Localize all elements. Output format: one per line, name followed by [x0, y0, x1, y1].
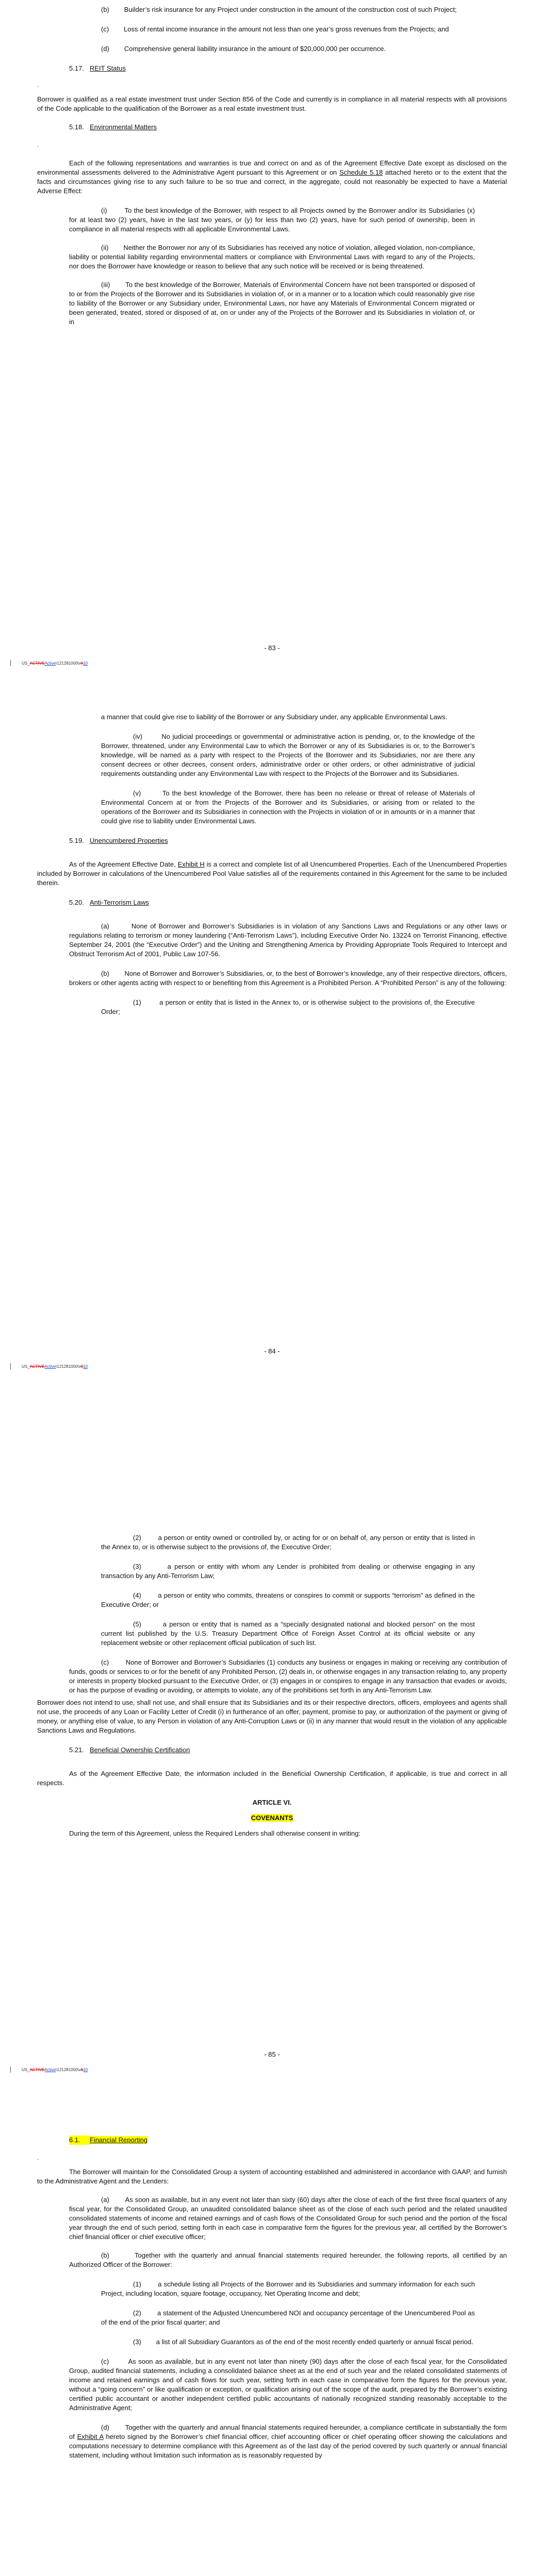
prohibited-person-2: (2) a person or entity owned or controlled by, or acting for or on behalf of, any person or entity that is listed in the Annex to, or is otherwise subject to the provisions of, the Executive Order;: [101, 1534, 475, 1551]
page-86-content: [37, 2136, 507, 2460]
env-item-iii-continued: a manner that could give rise to liability of the Borrower or any Subsidiary under, any applicable Environmental Laws.: [101, 713, 448, 721]
page-83: [0, 0, 544, 703]
section-title: Environmental Matters: [90, 123, 157, 131]
reporting-d: [37, 2423, 507, 2460]
page-number: - 85 -: [264, 2050, 280, 2058]
env-item-ii: (ii) Neither the Borrower nor any of its Subsidiaries has received any notice of violation, alleged violation, non-compliance, liability or potential liability regarding environmental matters or compliance with Environmental Laws with regard to any of the Projects, nor does the Borrower have knowledge or reason to believe that any such notice will be received or is being threatened.: [69, 244, 475, 270]
section-5-18-heading: [37, 123, 507, 132]
section-5-17-heading: [37, 64, 507, 73]
reporting-b-3: (3) a list of all Subsidiary Guarantors as of the end of the most recently ended quarterly or annual fiscal period.: [133, 2338, 473, 2346]
section-title: Financial Reporting: [90, 2136, 148, 2144]
page-number: - 84 -: [264, 1347, 280, 1355]
section-5-17-text: Borrower is qualified as a real estate investment trust under Section 856 of the Code and currently is in compliance in all material respects with all provisions of the Code applicable to the qualification of the Borrower as a real estate investment trust.: [37, 95, 507, 112]
page-85: [0, 1406, 544, 2110]
reporting-b-2: (2) a statement of the Adjusted Unencumbered NOI and occupancy percentage of the Unencumbered Pool as of the end of the prior fiscal quarter; and: [101, 2309, 475, 2326]
section-number: 5.17.: [69, 64, 84, 72]
section-dot: .: [37, 2154, 39, 2161]
section-dot: .: [37, 81, 39, 89]
clause-c-rental-income: (c) Loss of rental income insurance in the amount not less than one year’s gross revenues from the Projects; and: [101, 25, 449, 33]
reporting-c: (c) As soon as available, but in any event not later than ninety (90) days after the close of each fiscal year, for the Consolidated Group, audited financial statements, including a consolidated balance sheet as at the end of such year and the related consolidated statements of income and retained earnings and of cash flows for such year, setting forth in each case in comparative form the figures for the previous year, without a “going concern” or like qualification or exception, or qualification arising out of the scope of the audit, prepared by the Borrower’s existing certified public accountant or another independent certified public accountants of nationally recognized standing reasonably acceptable to the Administrative Agent;: [69, 2358, 507, 2412]
section-dot: .: [37, 141, 39, 148]
document-id: US_ACTIVEActive\121281000\v610: [22, 2067, 88, 2072]
text-part: Each of the following representations and warranties is true and correct on and as of the Agreement Effective Date except as disclosed on the environmental assessments delivered to the Administrative Agent pursuant to this Agreement or on: [37, 159, 507, 176]
env-item-i: (i) To the best knowledge of the Borrower, with respect to all Projects owned by the Borrower and/or its Subsidiaries (x) for at least two (2) years, have in the last two years, or (y) for less than two (2) years, have for such period of ownership, been in compliance in all material respects with all applicable Environmental Laws.: [69, 207, 475, 233]
section-number: 5.20.: [69, 899, 84, 906]
section-5-19-heading: [37, 836, 507, 845]
section-6-1-heading: [37, 2136, 507, 2145]
text-part: hereto signed by the Borrower’s chief financial officer, chief accounting officer or chief operating officer showing the calculations and computations necessary to determine compliance with this Agreement as of the last day of the period covered by such quarterly or annual financial statement, including without limitation such information as is reasonably requested by: [69, 2433, 507, 2459]
text-part: (d) Together with the quarterly and annual financial statements required hereunder, a compliance certificate in substantially the form of: [69, 2424, 507, 2441]
section-number: 5.19.: [69, 837, 84, 844]
section-number: 5.21.: [69, 1746, 84, 1754]
page-83-content: [37, 5, 507, 327]
section-title: Unencumbered Properties: [90, 837, 168, 844]
section-5-21-heading: [37, 1745, 507, 1755]
section-5-21-text: As of the Agreement Effective Date, the information included in the Beneficial Ownership Certification, if applicable, is true and correct in all respects.: [37, 1770, 507, 1787]
section-title: Anti-Terrorism Laws: [90, 899, 149, 906]
covenants-heading: COVENANTS: [251, 1814, 293, 1822]
clause-b-builders-risk: (b) Builder’s risk insurance for any Project under construction in the amount of the construction cost of such Project;: [101, 6, 457, 13]
section-title: REIT Status: [90, 64, 126, 72]
section-number: 5.18.: [69, 123, 84, 131]
exhibit-link[interactable]: Exhibit H: [177, 860, 205, 868]
env-item-iii: (iii) To the best knowledge of the Borrower, Materials of Environmental Concern have not been transported or disposed of to or from the Projects of the Borrower and its Subsidiaries in violation of, or in a manner or to a location which could reasonably give rise to liability of the Borrower or any Subsidiary under, Environmental Laws, nor have any Materials of Environmental Concern migrated or been generated, treated, stored or disposed of at, on or under any of the Projects of the Borrower and its Subsidiaries in violation of, or in: [69, 281, 475, 326]
section-6-1-intro: The Borrower will maintain for the Consolidated Group a system of accounting established and administered in accordance with GAAP, and furnish to the Administrative Agent and the Lenders:: [37, 2168, 507, 2185]
page-84-content: [37, 713, 507, 1016]
page-85-content: [37, 1533, 507, 1838]
text-part: is a correct and complete list of all Unencumbered Properties. Each of the Unencumbered Properties included by Borrower in calculations of the Unencumbered Pool Value satisfies all of the requirements contained in this Agreement for the same to be included therein.: [37, 860, 507, 887]
exhibit-link[interactable]: Exhibit A: [77, 2433, 104, 2441]
prohibited-person-3: (3) a person or entity with whom any Lender is prohibited from dealing or otherwise engaging in any transaction by any Anti-Terrorism Law;: [101, 1563, 475, 1580]
section-number: 6.1.: [69, 2136, 90, 2145]
anti-terror-c: (c) None of Borrower and Borrower’s Subsidiaries (1) conducts any business or engages in making or receiving any contribution of funds, goods or services to or for the benefit of any Prohibited Person, (2) deals in, or otherwise engages in any transaction relating to, any property or interests in property blocked pursuant to the Executive Order, or (3) engages in or conspires to engage in any transaction that evades or avoids, or has the purpose of evading or avoiding, or attempts to violate, any of the prohibitions set forth in any Anti-Terrorism Law.: [69, 1658, 507, 1694]
reporting-b: (b) Together with the quarterly and annual financial statements required hereunder, the following reports, all certified by an Authorized Officer of the Borrower:: [69, 2251, 507, 2268]
prohibited-person-5: (5) a person or entity that is named as a “specially designated national and blocked person” on the most current list published by the U.S. Treasury Department Office of Foreign Asset Control at its official website or any replacement website or other replacement official publication of such list.: [101, 1620, 475, 1647]
prohibited-person-4: (4) a person or entity who commits, threatens or conspires to commit or supports “terrorism” as defined in the Executive Order; or: [101, 1591, 475, 1608]
prohibited-person-1: (1) a person or entity that is listed in the Annex to, or is otherwise subject to the provisions of, the Executive Order;: [101, 998, 475, 1015]
section-5-19-text: [37, 860, 507, 888]
section-5-20-heading: [37, 898, 507, 907]
text-part: As of the Agreement Effective Date,: [69, 860, 178, 868]
schedule-link[interactable]: Schedule 5.18: [339, 168, 383, 176]
page-84: [0, 703, 544, 1406]
reporting-b-1: (1) a schedule listing all Projects of the Borrower and its Subsidiaries and summary information for each such Project, including location, square footage, occupancy, Net Operating Income and debt;: [101, 2280, 475, 2297]
anti-terror-a: (a) None of Borrower and Borrower’s Subsidiaries is in violation of any Sanctions Laws and Regulations or any other laws or regulations relating to terrorism or money laundering (“Anti-Terrorism Laws”), including Executive Order No. 13224 on Terrorist Financing, effective September 24, 2001 (the “Executive Order”) and the Uniting and Strengthening America by Providing Appropriate Tools Required to Intercept and Obstruct Terrorism Act of 2001, Public Law 107-56.: [69, 922, 507, 958]
page-number: - 83 -: [264, 644, 280, 652]
clause-d-general-liability: (d) Comprehensive general liability insurance in the amount of $20,000,000 per occurrence.: [101, 45, 386, 53]
article-heading: ARTICLE VI.: [252, 1799, 292, 1806]
anti-terror-b: (b) None of Borrower and Borrower’s Subsidiaries, or, to the best of Borrower’s knowledge, any of their respective directors, officers, brokers or other agents acting with respect to or benefiting from this Agreement is a Prohibited Person. A “Prohibited Person” is any of the following:: [69, 970, 507, 987]
env-item-iv: (iv) No judicial proceedings or governmental or administrative action is pending, or, to the knowledge of the Borrower, threatened, under any Environmental Law to which the Borrower or any of its Subsidiaries is or, to the Borrower’s knowledge, will be named as a party with respect to the Projects of the Borrower and its Subsidiaries, nor are there any consent decrees or other decrees, consent orders, administrative order or other orders, or other administrative of judicial requirements outstanding under any Environmental Law with respect to the Projects of the Borrower and its Subsidiaries.: [101, 733, 475, 777]
covenants-intro: During the term of this Agreement, unless the Required Lenders shall otherwise consent in writing:: [69, 1829, 361, 1837]
section-title: Beneficial Ownership Certification: [90, 1746, 190, 1754]
env-item-v: (v) To the best knowledge of the Borrower, there has been no release or threat of release of Materials of Environmental Concern at or from the Projects of the Borrower and its Subsidiaries, or arising from or related to the operations of the Borrower and its Subsidiaries in connection with the Projects in violation of or in amounts or in a manner that could give rise to liability under Environmental Laws.: [101, 789, 475, 825]
section-5-18-text: [37, 159, 507, 196]
reporting-a: (a) As soon as available, but in any event not later than sixty (60) days after the close of each of the first three fiscal quarters of any fiscal year, for the Consolidated Group, an unaudited consolidated balance sheet as of the close of each such period and the related unaudited consolidated statements of income and retained earnings and of cash flows of the Consolidated Group for such period and the portion of the fiscal year through the end of such period, setting forth in each case in comparative form the figures for the previous year, all certified by the Borrower’s chief financial officer or chief executive officer;: [69, 2196, 507, 2241]
document-id: US_ACTIVEActive\121281000\v610: [22, 1364, 88, 1369]
use-of-proceeds: Borrower does not intend to use, shall not use, and shall ensure that its Subsidiaries and its or their respective directors, officers, employees and agents shall not use, the proceeds of any Loan or Facility Letter of Credit (i) in furtherance of an offer, payment, promise to pay, or authorization of the payment or giving of money, or anything else of value, to any Person in violation of any Anti-Corruption Laws or (ii) in any manner that would result in the violation of any applicable Sanctions Laws and Regulations.: [37, 1699, 507, 1734]
document-id: US_ACTIVEActive\121281000\v610: [22, 661, 88, 666]
page-86: [0, 2110, 544, 2576]
text-part: attached hereto or to the extent that the facts and circumstances giving rise to any such failure to be so true and correct, in the aggregate, could not reasonably be expected to have a Material Adverse Effect:: [37, 168, 507, 195]
